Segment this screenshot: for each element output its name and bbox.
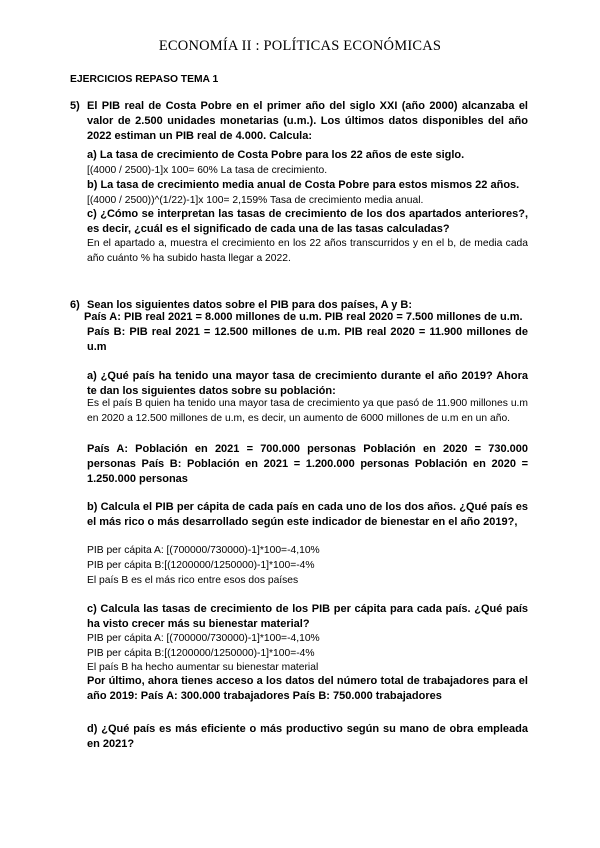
exercise-6b-question: b) Calcula el PIB per cápita de cada país en cada uno de los dos años. ¿Qué país es el más rico o más desarrollado según este indicador de bienestar en el año 2019?, (87, 501, 528, 528)
page-title: ECONOMÍA II : POLÍTICAS ECONÓMICAS (158, 38, 442, 54)
exercise-6-workers-data: Por último, ahora tienes acceso a los datos del número total de trabajadores para el año 2019: País A: 300.000 trabajadores País B: 750.000 trabajadores (87, 675, 528, 702)
exercise-5b-question: b) La tasa de crecimiento media anual de Costa Pobre para estos mismos 22 años. (87, 179, 520, 191)
exercise-5a-question: a) La tasa de crecimiento de Costa Pobre para los 22 años de este siglo. (87, 149, 465, 161)
exercise-6a-answer: Es el país B quien ha tenido una mayor tasa de crecimiento ya que pasó de 11.900 millones u.m en 2020 a 12.500 millones de u.m, es decir, un aumento de 6000 millones de u.m en un año. (87, 398, 528, 424)
exercise-6c-question: c) Calcula las tasas de crecimiento de los PIB per cápita para cada país. ¿Qué país ha visto crecer más su bienestar material? (87, 603, 528, 630)
exercise-6b-answer-b: PIB per cápita B:[(1200000/1250000)-1]*100=-4% (87, 560, 315, 571)
exercise-6-text: Sean los siguientes datos sobre el PIB para dos países, A y B: (87, 299, 413, 311)
exercise-6-data-country-a: País A: PIB real 2021 = 8.000 millones de u.m. PIB real 2020 = 7.500 millones de u.m. (84, 311, 523, 323)
exercise-6a-question: a) ¿Qué país ha tenido una mayor tasa de crecimiento durante el año 2019? Ahora te dan los siguientes datos sobre su población: (87, 370, 528, 397)
exercise-6b-answer-a: PIB per cápita A: [(700000/730000)-1]*100=-4,10% (87, 545, 320, 556)
exercise-5-text: El PIB real de Costa Pobre en el primer año del siglo XXI (año 2000) alcanzaba el valor de 2.500 unidades monetarias (u.m.). Los últimos datos disponibles del año 2022 estiman un PIB real de 4.000. Calcula: (87, 100, 528, 142)
exercise-6c-answer-a: PIB per cápita A: [(700000/730000)-1]*100=-4,10% (87, 633, 320, 644)
exercise-5b-answer: [(4000 / 2500))^(1/22)-1]x 100= 2,159% Tasa de crecimiento media anual. (87, 195, 424, 206)
exercise-6c-conclusion: El país B ha hecho aumentar su bienestar material (87, 662, 319, 673)
exercise-5c-answer: En el apartado a, muestra el crecimiento en los 22 años transcurridos y en el b, de media cada año cuánto % ha subido hasta llegar a 2022. (87, 238, 528, 264)
exercise-5c-question: c) ¿Cómo se interpretan las tasas de crecimiento de los dos apartados anteriores?, es decir, ¿cuál es el significado de cada una de las tasas calculadas? (87, 208, 528, 235)
exercise-6c-answer-b: PIB per cápita B:[(1200000/1250000)-1]*100=-4% (87, 648, 315, 659)
exercise-6-population-data: País A: Población en 2021 = 700.000 personas Población en 2020 = 730.000 personas País B: Población en 2021 = 1.200.000 personas Población en 2020 = 1.250.000 personas (87, 443, 528, 485)
exercise-6b-conclusion: El país B es el más rico entre esos dos países (87, 575, 299, 586)
exercise-5-number: 5) (70, 100, 80, 112)
exercise-6-number: 6) (70, 299, 80, 311)
section-subtitle: EJERCICIOS REPASO TEMA 1 (70, 74, 219, 85)
exercise-6-data-country-b: País B: PIB real 2021 = 12.500 millones de u.m. PIB real 2020 = 11.900 millones de u.m (87, 326, 528, 353)
exercise-5-statement (70, 99, 528, 144)
exercise-5a-answer: [(4000 / 2500)-1]x 100= 60% La tasa de crecimiento. (87, 165, 328, 176)
exercise-6d-question: d) ¿Qué país es más eficiente o más productivo según su mano de obra empleada en 2021? (87, 723, 528, 750)
